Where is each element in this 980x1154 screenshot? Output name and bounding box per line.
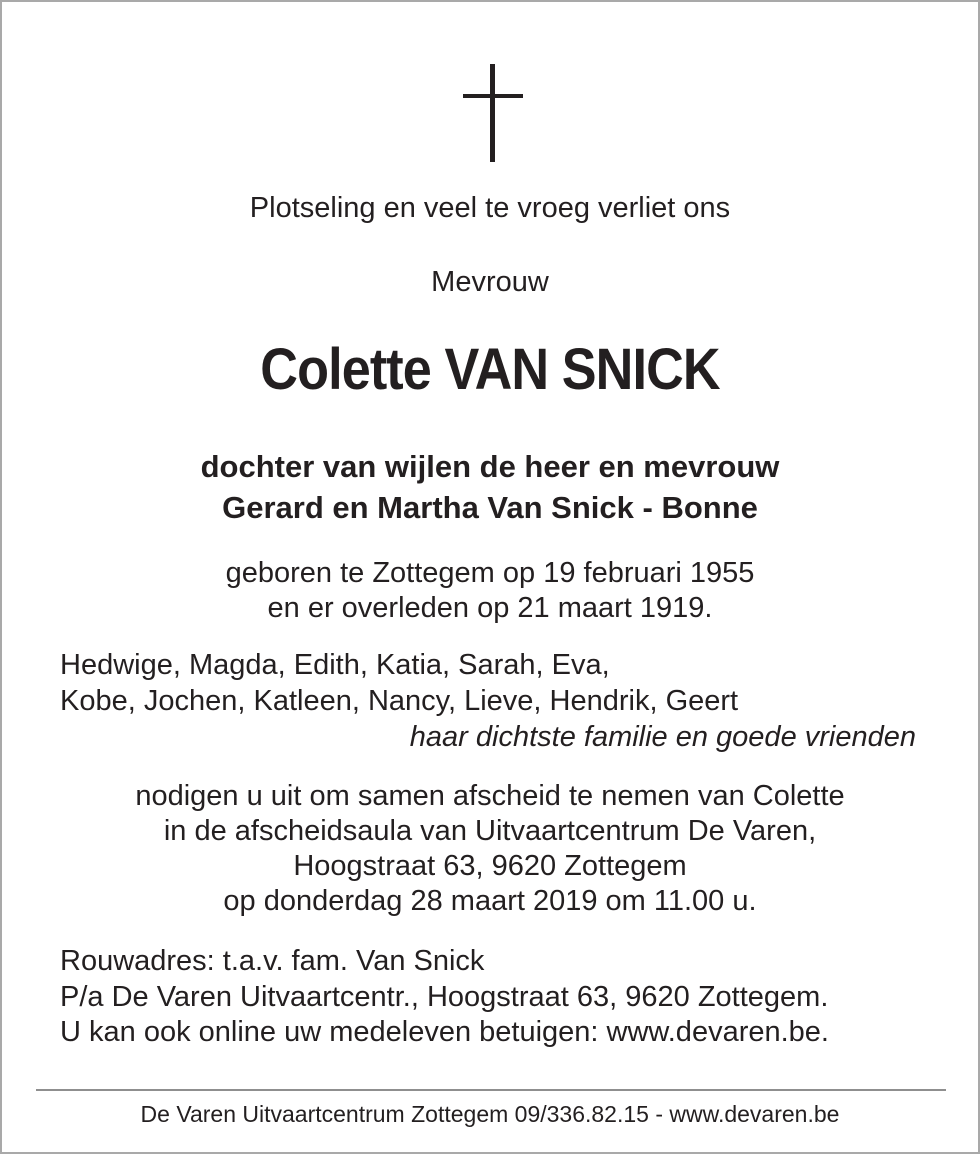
invitation-line-4: op donderdag 28 maart 2019 om 11.00 u. (223, 885, 757, 917)
mourning-address-line-1: Rouwadres: t.a.v. fam. Van Snick (60, 945, 485, 977)
parents-line-2: Gerard en Martha Van Snick - Bonne (222, 490, 758, 525)
mourning-address-line-2: P/a De Varen Uitvaartcentr., Hoogstraat 63, 9620 Zottegem. (60, 981, 829, 1013)
cross-vertical-bar (490, 64, 495, 162)
honorific: Mevrouw (431, 266, 549, 298)
invitation-line-3: Hoogstraat 63, 9620 Zottegem (293, 850, 687, 882)
family-closing: haar dichtste familie en goede vrienden (409, 721, 916, 753)
parents-line-1: dochter van wijlen de heer en mevrouw (200, 449, 780, 484)
invitation-line-1: nodigen u uit om samen afscheid te nemen van Colette (135, 780, 845, 812)
death-line: en er overleden op 21 maart 1919. (267, 592, 713, 624)
footer-text: De Varen Uitvaartcentrum Zottegem 09/336.82.15 - www.devaren.be (140, 1101, 840, 1127)
invitation-line-2: in de afscheidsaula van Uitvaartcentrum De Varen, (163, 815, 817, 847)
family-line-2: Kobe, Jochen, Katleen, Nancy, Lieve, Hendrik, Geert (60, 685, 739, 717)
deceased-name: Colette VAN SNICK (260, 337, 720, 402)
birth-line: geboren te Zottegem op 19 februari 1955 (225, 557, 755, 589)
family-line-1: Hedwige, Magda, Edith, Katia, Sarah, Eva, (60, 649, 610, 681)
cross-horizontal-bar (463, 94, 523, 98)
mourning-address-line-3: U kan ook online uw medeleven betuigen: www.devaren.be. (60, 1016, 829, 1048)
cross-icon (463, 64, 523, 162)
intro-text: Plotseling en veel te vroeg verliet ons (249, 192, 731, 224)
footer-divider (36, 1089, 946, 1091)
